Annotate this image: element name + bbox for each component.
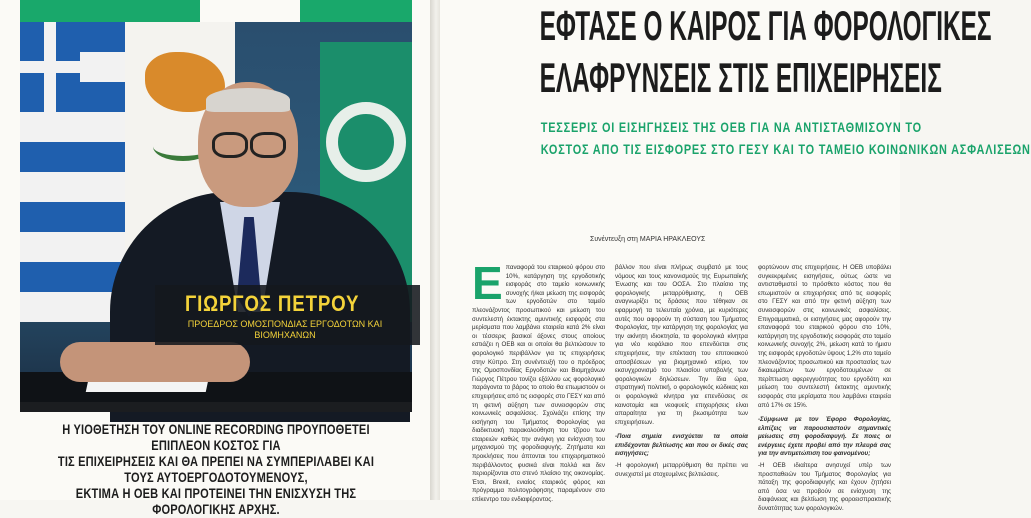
byline: Συνέντευξη στη ΜΑΡΙΑ ΗΡΑΚΛΕΟΥΣ — [590, 236, 706, 243]
right-page — [440, 0, 1031, 513]
article-headline — [539, 0, 992, 104]
page-gutter — [430, 0, 440, 500]
person-role: ΠΡΟΕΔΡΟΣ ΟΜΟΣΠΟΝΔΙΑΣ ΕΡΓΟΔΟΤΩΝ ΚΑΙ ΒΙΟΜΗΧΑΝΩΝ — [187, 319, 383, 340]
article-column-1 — [472, 257, 605, 504]
column-text: φορτώνουν στις επιχειρήσεις. Η ΟΕΒ υποβάλει συγκεκριμένες εισηγήσεις, ούτως ώστε να αντισταθμιστεί το πρόσθετο κόστος που θα επωμιστούν οι επιχειρήσεις από τις εισφορές στο ΓΕΣΥ και από την φετινή αύξηση των συνεισφορών στις κοινωνικές ασφαλίσεις. Επιγραμματικά, οι εισηγήσεις μας αφορούν την επαναφορά του εταιρικού φόρου στο 10%, κατάργηση της εργοδοτικής εισφοράς στο ταμείο κοινωνικής συνοχής 2%, μείωση κατά το ήμισυ της εισφοράς εργοδοτών ύψους 1,2% στο ταμείο πλεονάζοντος προσωπικού και προστασίας των δικαιωμάτων των εργοδοτουμένων σε περίπτωση αφερεγγυότητας του εργοδότη και μείωση του συντελεστή έκτακτης αμυντικής εισφοράς στα μερίσματα που λαμβάνει εταιρεία από 17% σε 15%. — [758, 264, 891, 409]
name-plate — [155, 285, 420, 345]
headline-line: ΕΛΑΦΡΥΝΣΕΙΣ ΣΤΙΣ ΕΠΙΧΕΙΡΗΣΕΙΣ — [539, 54, 942, 101]
pull-quote-line: ΤΙΣ ΕΠΙΧΕΙΡΗΣΕΙΣ ΚΑΙ ΘΑ ΠΡΕΠΕΙ ΝΑ ΣΥΜΠΕΡΙΛΑΒΕΙ ΚΑΙ ΤΟΥΣ ΑΥΤΟΕΡΓΟΔΟΤΟΥΜΕΝΟΥΣ, — [57, 454, 375, 485]
green-accent-bar — [20, 0, 200, 22]
interview-question: -Ποια σημεία ενισχύεται τα οποία επιδέχονται βελτίωσης και που οι δικές σας εισηγήσεις; — [615, 433, 748, 458]
pull-quote-line: Η ΥΙΟΘΕΤΗΣΗ ΤΟΥ ONLINE RECORDING ΠΡΟΥΠΟΘΕΤΕΙ ΕΠΙΠΛΕΟΝ ΚΟΣΤΟΣ ΓΙΑ — [62, 422, 370, 453]
article-column-2 — [615, 264, 748, 500]
greek-flag — [20, 22, 130, 322]
dropcap: Ε — [472, 257, 503, 309]
interview-answer: -Η φορολογική μεταρρύθμιση θα πρέπει να συνεχιστεί με στοχευμένες βελτιώσεις. — [615, 462, 748, 478]
glasses-icon — [212, 132, 286, 154]
headline-line: ΕΦΤΑΣΕ Ο ΚΑΙΡΟΣ ΓΙΑ ΦΟΡΟΛΟΓΙΚΕΣ — [539, 2, 992, 49]
pull-quote — [55, 422, 376, 518]
article-column-3 — [758, 264, 891, 513]
column-text: βάλλον που είναι πλήρως συμβατό με τους νόμους και τους κανονισμούς της Ευρωπαϊκής Ένωσης και του ΟΟΣΑ. Στο πλαίσιο της φορολογικής μεταρρύθμισης, η ΟΕΒ αναγνωρίζει τις δράσεις που τέθηκαν σε εφαρμογή τα τελευταία χρόνια, με κυριότερες αυτές που αφορούν τη σύσταση του Τμήματος Φορολογίας, την κατάργηση της φορολογίας για την ακίνητη ιδιοκτησία, τα φορολογικά κίνητρα για νέο κεφάλαιο που επενδύεται στις επιχειρήσεις, την επέκταση του επιτοκιακού αποσβέσεων για βιομηχανικό κτίριο, τον εκσυγχρονισμό του πλαισίου υποβολής των φορολογικών δηλώσεων. Την ίδια ώρα, στρατηγική πολιτική, ο φορολογικός κώδικας και οι φορολογικά κίνητρα για επενδύσεις σε καινοτομία και νεοφυείς επιχειρήσεις είναι απαραίτητα για τη βιωσιμότητα των επιχειρήσεων. — [615, 264, 748, 426]
left-page — [0, 0, 430, 517]
subhead-line: ΚΟΣΤΟΣ ΑΠΟ ΤΙΣ ΕΙΣΦΟΡΕΣ ΣΤΟ ΓΕΣΥ ΚΑΙ ΤΟ ΤΑΜΕΙΟ ΚΟΙΝΩΝΙΚΩΝ ΑΣΦΑΛΙΣΕΩΝ — [540, 141, 1031, 157]
portrait-photo — [20, 22, 412, 402]
person-name: ΓΙΩΡΓΟΣ ΠΕΤΡΟΥ — [185, 291, 360, 316]
article-subheadline — [540, 116, 1031, 160]
divider — [20, 402, 412, 412]
person-hands — [60, 342, 250, 382]
article-body — [472, 257, 892, 513]
column-text: παναφορά του εταιρικού φόρου στο 10%, κατάργηση της εργοδοτικής εισφοράς στο ταμείο κοινωνικής συνοχής ή/και μείωση της εισφοράς των εργοδοτών στο ταμείο πλεονάζοντος προσωπικού και μείωση του συντελεστή έκτακτης αμυντικής εισφοράς στα μερίσματα που λαμβάνει εταιρεία κατά 2% είναι οι τέσσερις βασικοί άξονες στους οποίους εστιάζει η ΟΕΒ και οι οποίοι θα βελτιώσουν το φορολογικό περιβάλλον για τις επιχειρήσεις στην Κύπρο. Στη συνέντευξή του ο πρόεδρος της Ομοσπονδίας Εργοδοτών και Βιομηχάνων Γιώργος Πέτρου τονίζει εξάλλου ως φορολογικό παράγοντα το βάρος το οποίο θα επωμιστούν οι επιχειρήσεις από τις εισφορές στο ΓΕΣΥ και από τη φετινή αύξηση των συνεισφορών στις κοινωνικές ασφαλίσεις. Σχολιάζει επίσης την εισήγηση του Τμήματος Φορολογίας για διαδικτυακή παρακολούθηση του τζίρου των εταιρειών καθώς την ανάγκη για ενίσχυση του μηχανισμού της φοροδιαφυγής. Ζητήματα και προκλήσεις που άπτονται του επιχειρηματικού περιβάλλοντος φυσικά είναι πολλά και δεν περιορίζονται στο στενό πλαίσιο της οικονομίας. Έτσι, Brexit, ενιαίος εταιρικός φόρος και πρόγραμμα πολιτογράφησης παραμένουν στο επίκεντρο του ενδιαφέροντος. — [472, 264, 605, 504]
green-accent-block — [300, 0, 412, 22]
subhead-line: ΤΕΣΣΕΡΙΣ ΟΙ ΕΙΣΗΓΗΣΕΙΣ ΤΗΣ ΟΕΒ ΓΙΑ ΝΑ ΑΝΤΙΣΤΑΘΜΙΣΟΥΝ ΤΟ — [540, 119, 922, 135]
pull-quote-line: ΕΚΤΙΜΑ Η ΟΕΒ ΚΑΙ ΠΡΟΤΕΙΝΕΙ ΤΗΝ ΕΝΙΣΧΥΣΗ ΤΗΣ ΦΟΡΟΛΟΓΙΚΗΣ ΑΡΧΗΣ. — [75, 486, 357, 517]
interview-answer: -Η ΟΕΒ ιδιαίτερα ανησυχεί υπέρ των προσπαθειών του Τμήματος Φορολογίας για πάταξη της φοροδιαφυγής και έχουν ζητήσει από όσα να προβούν σε ενίσχυση της διαφάνειας και βελτίωση της φοροεισπρακτικής δυνατότητας των φορολογικών. — [758, 462, 891, 513]
interview-question: -Σύμφωνα με τον Έφορο Φορολογίας, ελπίζεις να παρουσιαστούν σημαντικές μείωσεις στη φοροδιαφυγή. Σε ποιες οι ενέργειες έχετε προβεί από την πλευρά σας για την αντιμετώπιση του φαινομένου; — [758, 416, 891, 458]
